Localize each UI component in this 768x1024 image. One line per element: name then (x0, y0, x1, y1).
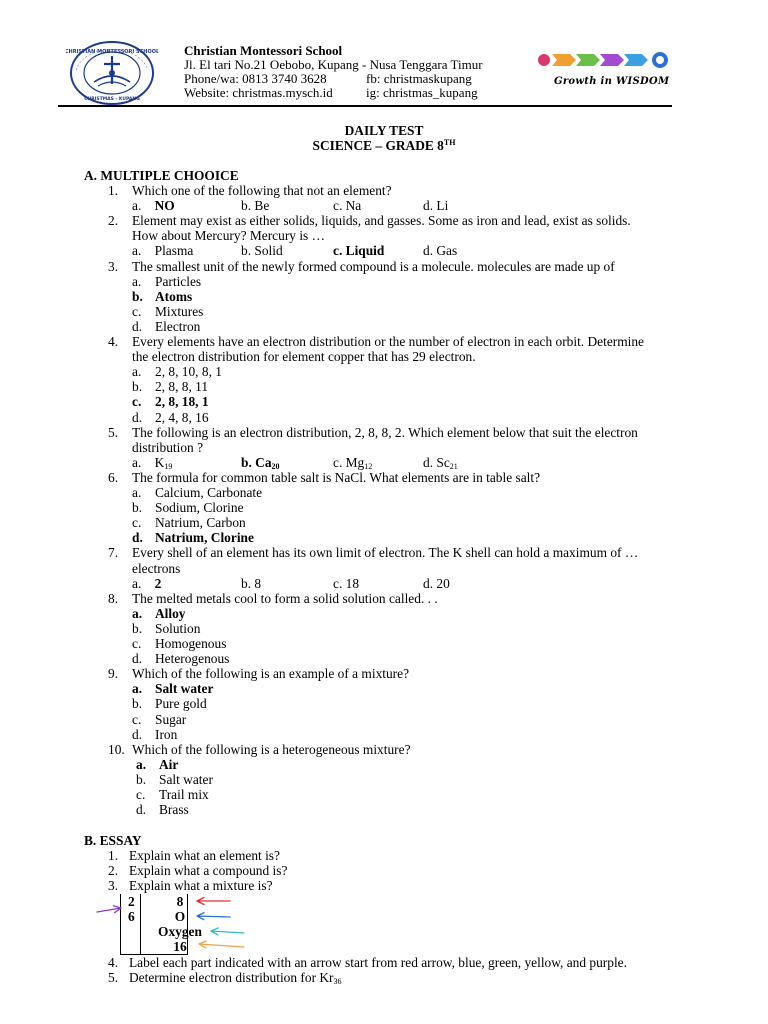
test-subtitle-text: SCIENCE – GRADE 8 (312, 138, 444, 153)
question-text: Element may exist as either solids, liquids, and gasses. Some as iron and lead, exist as solids. (132, 213, 631, 229)
option-text: Heterogenous (155, 651, 230, 667)
answer-option (241, 243, 283, 259)
option-letter: a. (132, 243, 145, 259)
essay-number: 4. (108, 955, 119, 970)
option-text: Air (159, 756, 179, 772)
option-text: Liquid (345, 243, 385, 259)
option-letter: a. (132, 681, 143, 697)
option-text: Salt water (155, 681, 214, 697)
option-text: Atoms (155, 288, 193, 304)
option-text: Salt water (159, 771, 213, 787)
option-text: Sodium, Clorine (155, 500, 244, 516)
yellow-arrow (199, 941, 244, 948)
option-letter: d. (423, 243, 437, 259)
option-letter: b. (132, 288, 143, 304)
question-number: 2. (108, 213, 119, 229)
option-letter: b. (241, 243, 255, 259)
option-text: 2, 8, 10, 8, 1 (155, 364, 222, 380)
option-text: Sc (436, 454, 450, 470)
option-letter: d. (132, 726, 143, 742)
answer-option (423, 243, 457, 259)
option-letter: a. (132, 364, 142, 380)
option-text: Plasma (154, 243, 194, 259)
school-address: Jl. El tari No.21 Oebobo, Kupang - Nusa Tenggara Timur (184, 57, 483, 72)
option-letter: a. (132, 198, 145, 214)
option-letter: b. (241, 454, 256, 470)
essay-question: Explain what an element is? (129, 848, 280, 863)
option-text: Iron (155, 726, 178, 742)
option-text: Brass (159, 802, 189, 818)
school-phone: Phone/wa: 0813 3740 3628 (184, 71, 327, 86)
school-seal-logo (66, 40, 158, 106)
test-subtitle (0, 138, 768, 154)
element-box-left-bottom: 6 (128, 909, 135, 924)
option-letter: c. (132, 394, 142, 410)
option-text: Na (345, 198, 362, 214)
question-text: distribution ? (132, 439, 204, 455)
essay-number: 3. (108, 878, 119, 893)
option-letter: c. (132, 515, 142, 531)
option-text: Sugar (155, 711, 187, 727)
purple-arrow (97, 906, 121, 913)
question-text: The smallest unit of the newly formed compound is a molecule. molecules are made up of (132, 258, 615, 274)
essay-question: Determine electron distribution for $Kr_{36}$ (129, 970, 342, 986)
essay-number: 5. (108, 970, 119, 985)
answer-option (333, 576, 359, 592)
blue-arrow (197, 913, 230, 920)
hand-drawn-arrows (0, 890, 768, 960)
option-letter: d. (423, 575, 437, 591)
option-text: 8 (254, 575, 262, 591)
option-letter: c. (333, 198, 346, 214)
answer-option (423, 576, 450, 592)
question-number: 1. (108, 183, 119, 198)
option-text: Pure gold (155, 696, 207, 712)
question-text: The melted metals cool to form a solid solution called. . . (132, 590, 438, 606)
option-letter: c. (333, 454, 346, 470)
option-letter: c. (132, 636, 142, 651)
green-arrow (211, 928, 244, 935)
test-title: DAILY TEST (344, 123, 424, 138)
element-symbol: O (174, 909, 186, 924)
option-letter: b. (132, 500, 143, 516)
question-number: 10. (108, 741, 125, 757)
option-text: Alloy (155, 605, 186, 621)
option-letter: d. (423, 454, 437, 470)
option-letter: a. (132, 454, 145, 470)
option-letter: a. (132, 605, 143, 621)
option-text: NO (154, 198, 175, 214)
option-letter: b. (132, 696, 143, 712)
option-text: Particles (155, 273, 202, 289)
option-subscript: 19 (164, 461, 173, 471)
essay-question: Explain what a mixture is? (129, 878, 273, 893)
question-text: Which one of the following that not an element? (132, 183, 392, 198)
question-number: 6. (108, 469, 119, 485)
question-number: 7. (108, 545, 119, 561)
question-text: electrons (132, 560, 181, 576)
option-text: Electron (155, 318, 201, 334)
answer-option (241, 198, 269, 214)
option-text: 2 (154, 575, 162, 591)
option-letter: b. (241, 575, 255, 591)
red-arrow (197, 898, 230, 905)
answer-option (132, 198, 175, 214)
essay-subscript: 36 (333, 977, 342, 986)
element-name: Oxygen (158, 924, 202, 939)
question-text: How about Mercury? Mercury is … (132, 228, 325, 244)
svg-text:CHRISTMAS - KUPANG: CHRISTMAS - KUPANG (84, 97, 140, 102)
question-number: 8. (108, 590, 119, 606)
school-website: Website: christmas.mysch.id (184, 85, 333, 100)
option-letter: d. (132, 409, 143, 425)
option-text: 2, 4, 8, 16 (155, 409, 209, 425)
answer-option (132, 455, 172, 471)
option-letter: d. (132, 318, 143, 334)
option-text: 20 (436, 575, 450, 591)
question-text: The formula for common table salt is NaCl. What elements are in table salt? (132, 469, 541, 485)
essay-number: 1. (108, 848, 119, 863)
answer-option (423, 198, 448, 214)
option-text: 18 (345, 575, 360, 591)
question-number: 9. (108, 666, 119, 682)
school-name: Christian Montessori School (184, 43, 343, 58)
test-subtitle-sup: TH (443, 138, 456, 147)
question-text: Every elements have an electron distribution or the number of electron in each orbit. Determine (132, 334, 645, 349)
essay-question: Label each part indicated with an arrow start from red arrow, blue, green, yellow, and purple. (129, 955, 627, 970)
question-number: 3. (108, 258, 119, 274)
growth-steps-logo (536, 46, 672, 78)
option-letter: a. (132, 575, 145, 591)
option-letter: a. (132, 485, 142, 500)
answer-option (423, 455, 458, 471)
option-letter: b. (132, 379, 143, 395)
question-number: 5. (108, 424, 119, 440)
option-letter: c. (136, 787, 146, 802)
option-text: Ca (255, 454, 272, 470)
element-atomic-number: 8 (176, 894, 184, 909)
option-text: Mg (345, 454, 365, 470)
school-instagram: ig: christmas_kupang (366, 85, 478, 100)
option-text: Calcium, Carbonate (155, 485, 263, 500)
option-letter: c. (132, 711, 142, 727)
element-box-left-top: 2 (128, 894, 135, 909)
element-mass: 16 (173, 939, 187, 954)
option-letter: c. (333, 243, 346, 259)
option-letter: d. (423, 198, 437, 214)
option-letter: b. (136, 771, 147, 787)
answer-option (333, 455, 372, 471)
option-letter: c. (132, 303, 142, 319)
option-text: K (154, 454, 165, 470)
school-facebook: fb: christmaskupang (366, 71, 472, 86)
option-text: 2, 8, 18, 1 (155, 394, 209, 410)
option-text: Natrium, Clorine (155, 530, 254, 546)
answer-option (132, 243, 193, 259)
option-text: Gas (436, 243, 458, 259)
header-rule (58, 105, 672, 107)
option-subscript: 21 (449, 461, 458, 471)
option-letter: b. (241, 198, 255, 214)
essay-number: 2. (108, 863, 119, 878)
option-letter: a. (136, 756, 147, 772)
svg-text:CHRISTIAN MONTESSORI SCHOOL: CHRISTIAN MONTESSORI SCHOOL (66, 49, 158, 55)
option-text: Mixtures (155, 303, 204, 319)
option-text: Solid (254, 243, 283, 259)
option-text: Li (436, 198, 449, 214)
option-letter: d. (132, 651, 143, 667)
option-text: Natrium, Carbon (155, 515, 246, 531)
option-letter: b. (132, 620, 143, 636)
answer-option (241, 576, 261, 592)
answer-option (241, 455, 280, 471)
school-slogan: Growth in WISDOM (554, 76, 670, 87)
question-text: Every shell of an element has its own limit of electron. The K shell can hold a maximum of … (132, 545, 639, 561)
question-text: Which of the following is a heterogeneous mixture? (132, 741, 411, 757)
option-letter: d. (132, 530, 143, 546)
option-letter: a. (132, 273, 142, 289)
option-text: 2, 8, 8, 11 (155, 379, 209, 395)
question-number: 4. (108, 334, 119, 349)
option-text: Solution (155, 620, 201, 636)
option-subscript: 12 (364, 461, 373, 471)
section-b-heading: B. ESSAY (84, 833, 142, 848)
option-text: Homogenous (155, 636, 227, 651)
question-text: The following is an electron distribution, 2, 8, 8, 2. Which element below that suit the electron (132, 424, 638, 440)
essay-question: Explain what a compound is? (129, 863, 288, 878)
option-subscript: 20 (271, 461, 280, 471)
answer-option (132, 576, 161, 592)
option-letter: d. (136, 802, 147, 818)
question-text: Which of the following is an example of a mixture? (132, 666, 410, 682)
option-text: Trail mix (159, 787, 209, 802)
answer-option (333, 198, 361, 214)
answer-option (333, 243, 384, 259)
section-a-heading: A. MULTIPLE CHOOICE (84, 168, 239, 183)
option-text: Be (254, 198, 270, 214)
option-letter: c. (333, 575, 346, 591)
question-text: the electron distribution for element copper that has 29 electron. (132, 349, 476, 365)
